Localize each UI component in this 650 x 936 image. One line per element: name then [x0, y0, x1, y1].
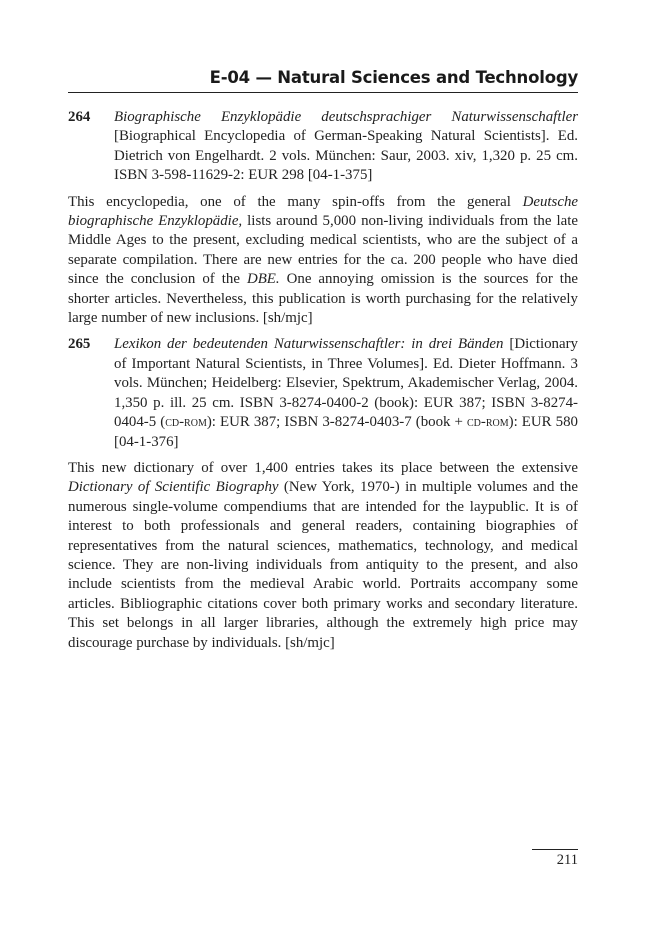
- entry-citation: [Dictionary of Important Natural Scientists, in Three Volumes]. Ed. Dieter Hoffmann. 3 vols. München; Heidelberg: Elsevier, Spektrum, Akademischer Verlag, 2004. 1,350 p. ill. 25 cm. ISBN 3-8274-0400-2 (book): EUR 387; ISBN 3-8274-0404-5 (: [114, 336, 579, 431]
- entry-citation: [Biographical Encyclopedia of German-Speaking Natural Scientists]. Ed. Dietrich von Engelhardt. 2 vols. München: Saur, 2003. xiv, 1,320 p. 25 cm. ISBN 3-598-11629-2: EUR 298 [04-1-375]: [114, 128, 578, 184]
- entry-citation: ): EUR 387; ISBN 3-8274-0403-7 (book +: [206, 414, 467, 431]
- cd-rom-label: cd-rom: [467, 414, 509, 431]
- page-content: [68, 108, 578, 660]
- header-rule: [68, 92, 578, 93]
- running-header: E-04 — Natural Sciences and Technology: [209, 68, 578, 87]
- entry-number: 265: [68, 336, 91, 353]
- review-text: This encyclopedia, one of the many spin-offs from the general: [68, 193, 523, 210]
- cd-rom-label: cd-rom: [165, 414, 207, 431]
- entry-number: 264: [68, 109, 91, 125]
- entry-review-264: [68, 193, 578, 329]
- entry-citation: ): EUR 580 [04-1-376]: [114, 414, 578, 450]
- page-number: 211: [556, 852, 578, 868]
- review-text: (New York, 1970-) in multiple volumes and the numerous single-volume compendiums that are intended for the laypublic. It is of interest to both professionals and general readers, containing biographies of representatives from the natural sciences, mathematics, technology, and medical science. They are non-living individuals from antiquity to the present, and also include scientists from the medieval Arabic world. Portraits accompany some articles. Bibliographic citations cover both primary works and secondary literature. This set belongs in all larger libraries, although the extremely high price may discourage purchase by individuals. [sh/mjc]: [68, 479, 578, 651]
- review-text: One annoying omission is the sources for the shorter articles. Nevertheless, this publication is worth purchasing for the relatively large number of new inclusions. [sh/mjc]: [68, 271, 579, 327]
- review-text: This new dictionary of over 1,400 entries takes its place between the extensive: [68, 459, 578, 476]
- review-text: lists around 5,000 non-living individuals from the late Middle Ages to the present, excluding medical scientists, who are the subject of a separate compilation. There are new entries for the ca. 200 people who have died since the conclusion of the: [68, 213, 578, 288]
- bibliography-entry-264: [68, 108, 578, 186]
- entry-title: Biographische Enzyklopädie deutschsprachiger Naturwissenschaftler: [114, 109, 578, 125]
- review-italic-abbrev: DBE.: [246, 271, 280, 288]
- entry-review-265: [68, 459, 578, 653]
- footer-rule: [532, 849, 578, 850]
- review-italic-title: Deutsche biographische Enzyklopädie,: [68, 193, 578, 230]
- bibliography-entry-265: [68, 335, 578, 451]
- review-italic-title: Dictionary of Scientific Biography: [68, 479, 279, 496]
- entry-title: Lexikon der bedeutenden Naturwissenschaftler: in drei Bänden: [114, 336, 504, 353]
